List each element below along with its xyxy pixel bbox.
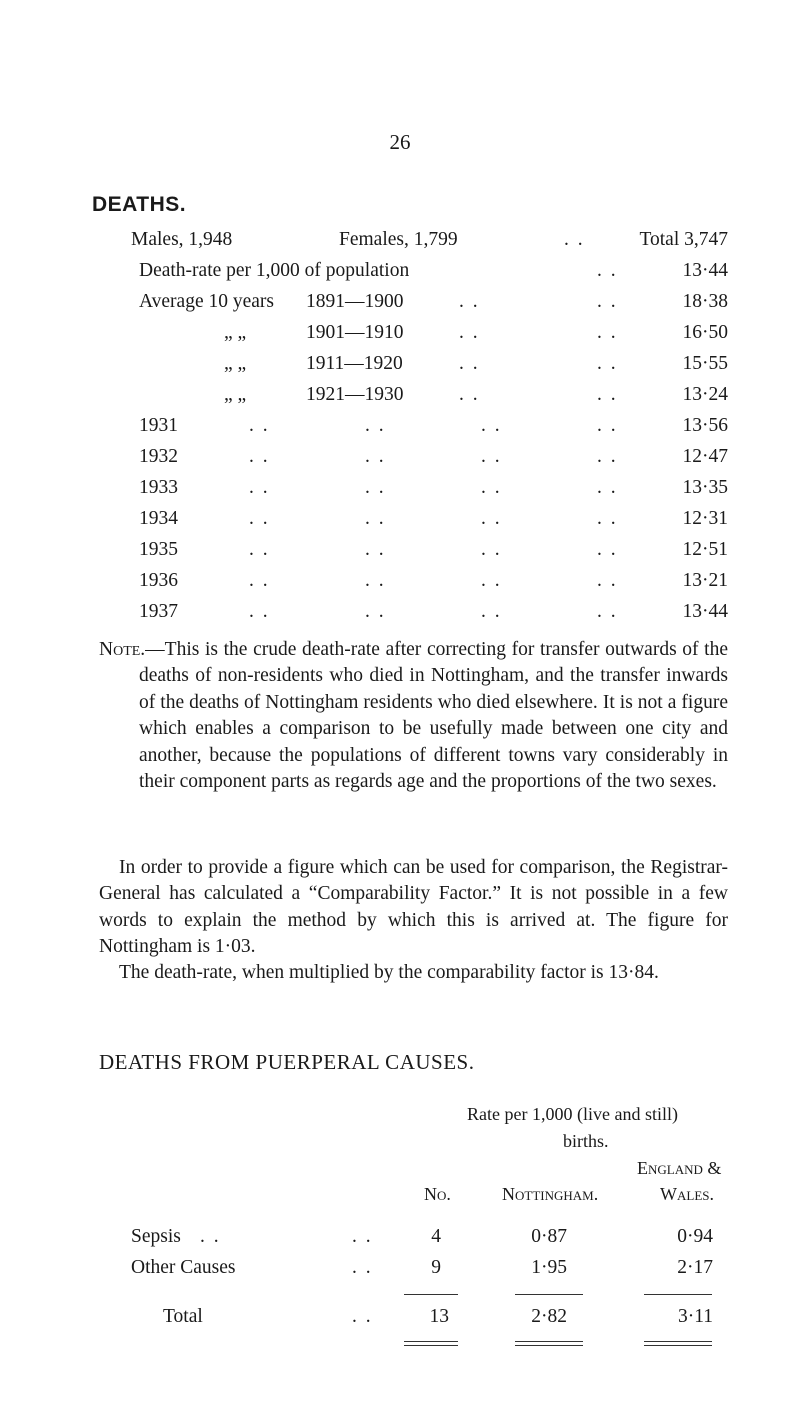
average-value: 16·50 — [682, 322, 728, 343]
col-header-england-1: England & — [637, 1158, 722, 1178]
leader-dots: . . — [597, 353, 618, 374]
total-count: Total 3,747 — [639, 229, 728, 250]
leader-dots: . . — [352, 1226, 373, 1247]
year-value: 13·35 — [682, 477, 728, 498]
leader-dots: . . — [481, 601, 502, 622]
leader-dots: . . — [365, 446, 386, 467]
cell-nottingham: 1·95 — [531, 1257, 567, 1278]
page-number: 26 — [389, 130, 411, 154]
year-value: 12·31 — [682, 508, 728, 529]
total-label: Total — [163, 1306, 203, 1327]
year-row — [0, 506, 800, 532]
year-value: 12·47 — [682, 446, 728, 467]
note-paragraph — [99, 637, 728, 795]
sum-rule — [644, 1294, 712, 1295]
year-row — [0, 475, 800, 501]
leader-dots: . . — [597, 415, 618, 436]
ditto-marks: „ „ — [224, 384, 247, 405]
average-period: 1921—1930 — [306, 384, 404, 405]
leader-dots: . . — [481, 415, 502, 436]
sum-rule — [515, 1294, 583, 1295]
leader-dots: . . — [365, 508, 386, 529]
year-label: 1937 — [139, 601, 178, 622]
year-label: 1931 — [139, 415, 178, 436]
average-value: 15·55 — [682, 353, 728, 374]
year-label: 1932 — [139, 446, 178, 467]
year-label: 1933 — [139, 477, 178, 498]
leader-dots: . . — [481, 508, 502, 529]
leader-dots: . . — [481, 477, 502, 498]
year-label: 1934 — [139, 508, 178, 529]
ditto-marks: „ „ — [224, 353, 247, 374]
leader-dots: . . — [249, 477, 270, 498]
adjusted-rate-paragraph: The death-rate, when multiplied by the comparability factor is 13·84. — [119, 962, 659, 983]
cell-england: 2·17 — [677, 1257, 713, 1278]
totals-row — [0, 227, 800, 253]
leader-dots: . . — [597, 291, 618, 312]
leader-dots: . . — [597, 384, 618, 405]
cause-label: Other Causes — [131, 1257, 236, 1278]
leader-dots: . . — [481, 539, 502, 560]
average-row — [0, 382, 800, 408]
year-label: 1936 — [139, 570, 178, 591]
leader-dots: . . — [200, 1226, 221, 1247]
total-double-rule — [644, 1341, 712, 1346]
leader-dots: . . — [249, 446, 270, 467]
leader-dots: . . — [365, 601, 386, 622]
males-count: Males, 1,948 — [131, 229, 233, 250]
leader-dots: . . — [249, 570, 270, 591]
leader-dots: . . — [597, 260, 618, 281]
leader-dots: . . — [352, 1257, 373, 1278]
leader-dots: . . — [459, 353, 480, 374]
average-prefix: Average 10 years — [139, 291, 274, 312]
leader-dots: . . — [365, 415, 386, 436]
col-header-nottingham: Nottingham. — [502, 1184, 599, 1204]
year-label: 1935 — [139, 539, 178, 560]
table-row — [0, 1255, 800, 1281]
cell-no: 9 — [431, 1257, 441, 1278]
average-row — [0, 320, 800, 346]
leader-dots: . . — [564, 229, 585, 250]
year-value: 13·56 — [682, 415, 728, 436]
leader-dots: . . — [597, 322, 618, 343]
year-row — [0, 537, 800, 563]
rate-header: Rate per 1,000 (live and still) — [467, 1104, 678, 1124]
deaths-heading: DEATHS. — [92, 193, 187, 216]
leader-dots: . . — [249, 508, 270, 529]
year-value: 13·21 — [682, 570, 728, 591]
average-row — [0, 289, 800, 315]
leader-dots: . . — [597, 477, 618, 498]
leader-dots: . . — [597, 539, 618, 560]
leader-dots: . . — [597, 446, 618, 467]
death-rate-label: Death-rate per 1,000 of population — [139, 260, 410, 281]
average-period: 1911—1920 — [306, 353, 403, 374]
total-england: 3·11 — [677, 1306, 713, 1327]
leader-dots: . . — [597, 508, 618, 529]
leader-dots: . . — [365, 539, 386, 560]
sum-rule — [404, 1294, 458, 1295]
death-rate-value: 13·44 — [682, 260, 728, 281]
females-count: Females, 1,799 — [339, 229, 458, 250]
col-header-england-2: Wales. — [660, 1184, 714, 1204]
leader-dots: . . — [459, 291, 480, 312]
year-row — [0, 413, 800, 439]
average-row — [0, 351, 800, 377]
leader-dots: . . — [249, 539, 270, 560]
leader-dots: . . — [459, 322, 480, 343]
rate-header-cont: births. — [563, 1131, 609, 1151]
leader-dots: . . — [249, 601, 270, 622]
leader-dots: . . — [597, 601, 618, 622]
leader-dots: . . — [365, 570, 386, 591]
leader-dots: . . — [459, 384, 480, 405]
leader-dots: . . — [249, 415, 270, 436]
total-nottingham: 2·82 — [531, 1306, 567, 1327]
table-total-row — [0, 1304, 800, 1330]
total-no: 13 — [429, 1306, 449, 1327]
leader-dots: . . — [352, 1306, 373, 1327]
average-value: 18·38 — [682, 291, 728, 312]
note-text: —This is the crude death-rate after correcting for transfer outwards of the deaths of non-residents who died in Nottingham, and the transfer inwards of the deaths of Nottingham residents who died elsewhere. It is not a figure which enables a comparison to be usefully made between one city and another, because the populations of different towns vary considerably in their component parts as regards age and the proportions of the two sexes. — [139, 639, 728, 793]
comparability-paragraph: In order to provide a figure which can be used for comparison, the Registrar-General has calculated a “Comparability Factor.” It is not possible in a few words to explain the method by which this is arrived at. The figure for Nottingham is 1·03. — [99, 857, 728, 958]
cell-england: 0·94 — [677, 1226, 713, 1247]
average-value: 13·24 — [682, 384, 728, 405]
year-value: 13·44 — [682, 601, 728, 622]
year-row — [0, 568, 800, 594]
leader-dots: . . — [481, 446, 502, 467]
cause-label: Sepsis — [131, 1226, 181, 1247]
leader-dots: . . — [481, 570, 502, 591]
col-header-no: No. — [424, 1184, 451, 1204]
total-double-rule — [515, 1341, 583, 1346]
cell-nottingham: 0·87 — [531, 1226, 567, 1247]
average-period: 1891—1900 — [306, 291, 404, 312]
death-rate-row — [0, 258, 800, 284]
leader-dots: . . — [597, 570, 618, 591]
year-row — [0, 444, 800, 470]
puerperal-title: DEATHS FROM PUERPERAL CAUSES. — [99, 1050, 475, 1074]
table-row — [0, 1224, 800, 1250]
ditto-marks: „ „ — [224, 322, 247, 343]
year-row — [0, 599, 800, 625]
year-value: 12·51 — [682, 539, 728, 560]
note-label: Note. — [99, 639, 146, 660]
average-period: 1901—1910 — [306, 322, 404, 343]
leader-dots: . . — [365, 477, 386, 498]
total-double-rule — [404, 1341, 458, 1346]
cell-no: 4 — [431, 1226, 441, 1247]
